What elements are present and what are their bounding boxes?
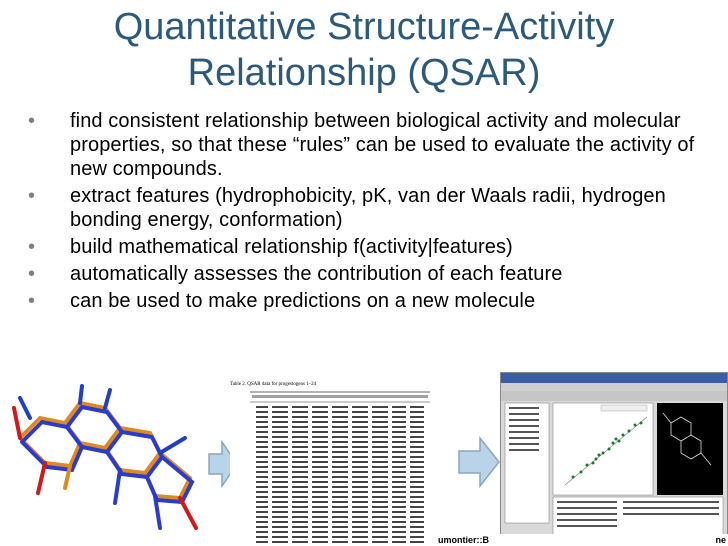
bullet-marker: • xyxy=(28,236,36,258)
bullet-marker: • xyxy=(28,263,36,285)
bullet-item xyxy=(26,235,716,259)
bullet-text: automatically assesses the contribution of each feature xyxy=(70,263,563,285)
slide-title xyxy=(0,4,728,96)
table-caption: Table 2. QSAR data for progestogens 1–24 xyxy=(230,382,317,387)
bullet-marker: • xyxy=(28,110,36,132)
bullet-item xyxy=(26,289,716,313)
title-line-1: Quantitative Structure-Activity xyxy=(113,6,615,48)
bullet-text: find consistent relationship between biological activity and molecular properties, so that these “rules” can be used to evaluate the activity of new compounds. xyxy=(70,110,695,180)
footer-label xyxy=(438,534,728,546)
bullet-list xyxy=(26,109,716,316)
bullet-text: extract features (hydrophobicity, pK, van der Waals radii, hydrogen bonding energy, conformation) xyxy=(70,185,666,231)
bullet-item xyxy=(26,109,716,181)
qsar-software-screenshot xyxy=(500,372,728,546)
footer-label-right: ne xyxy=(715,535,726,545)
right-arrow-icon xyxy=(458,436,500,488)
bullet-text: build mathematical relationship f(activity|features) xyxy=(70,236,513,258)
bullet-marker: • xyxy=(28,290,36,312)
bullet-text: can be used to make predictions on a new molecule xyxy=(70,290,536,312)
bullet-item xyxy=(26,262,716,286)
bullet-marker: • xyxy=(28,185,36,207)
footer-label-left: umontier::B xyxy=(438,535,489,545)
title-line-2: Relationship (QSAR) xyxy=(187,52,541,94)
qsar-table-image xyxy=(230,382,430,546)
bullet-item xyxy=(26,184,716,232)
molecule-3d-icon xyxy=(10,378,200,538)
